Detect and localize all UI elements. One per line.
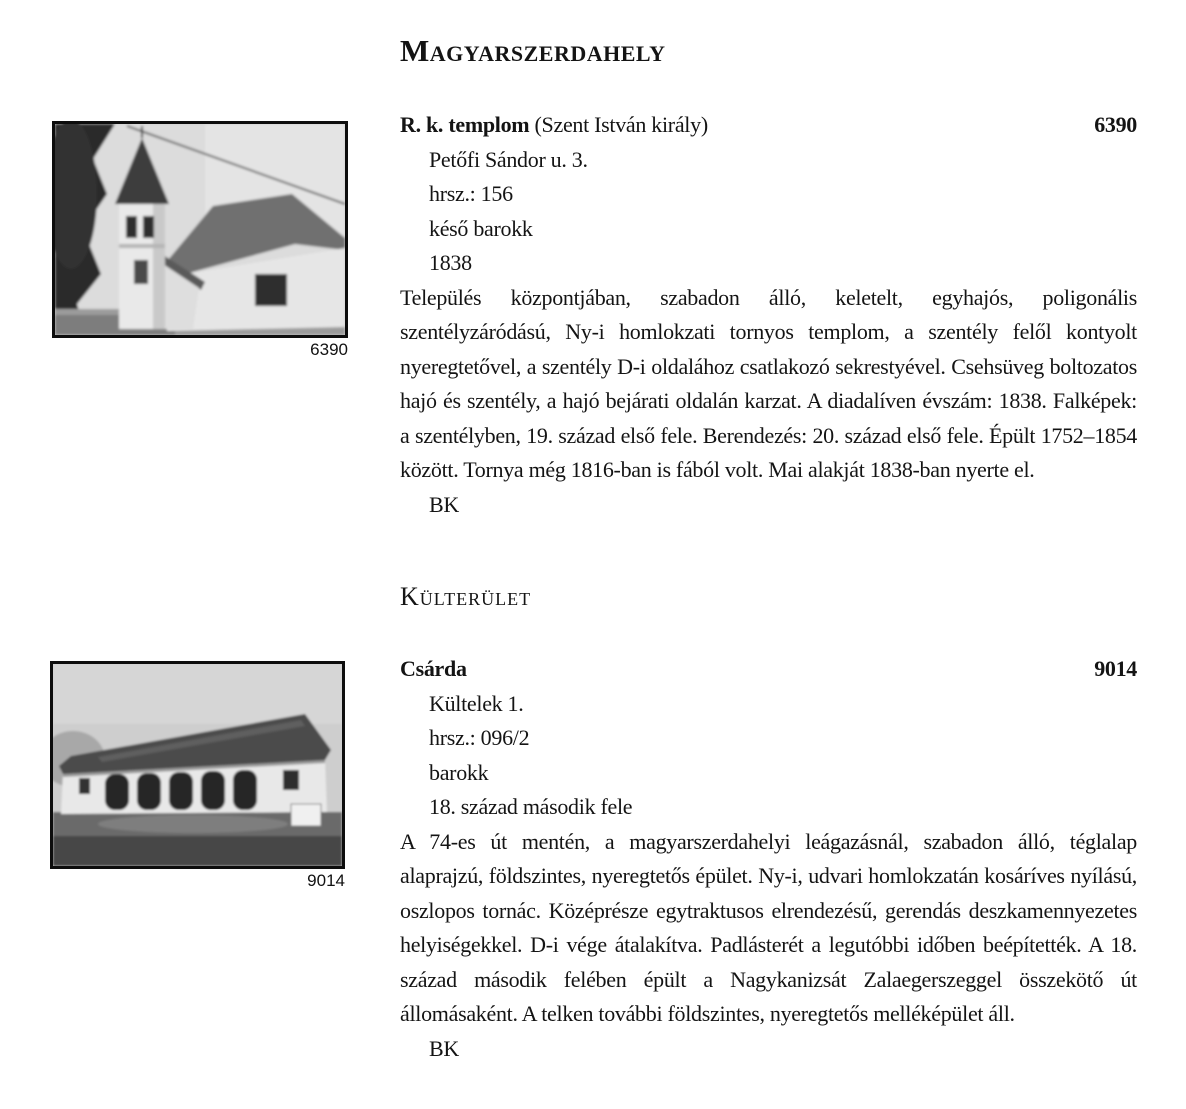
entry-description: A 74-es út mentén, a magyarszerdahelyi leágazásnál, szabadon álló, téglalap alaprajzú, földszintes, nyeregtetős épület. Ny-i, udvari homlokzatán kosáríves nyílású, oszlopos tornác. Középrésze egytraktusos elrendezésű, gerendás deszkamennyezetes helyiségekkel. D-i vége átalakítva. Padlásterét a legutóbbi időben beépítették. A 18. század második felében épült a Nagykanizsát Zalaegerszeggel összekötő út állomásaként. A telken további földszintes, nyeregtetős melléképület áll. (400, 828, 1137, 1026)
csarda-photo (50, 661, 345, 869)
sign-board (291, 804, 321, 826)
entry-date: 1838 (429, 250, 472, 275)
entry-header (400, 108, 1137, 143)
church-photo-caption: 6390 (310, 340, 348, 359)
arcade-arch (105, 774, 129, 810)
entry-details (400, 143, 1137, 281)
entry-parcel: hrsz.: 156 (429, 181, 513, 206)
entry-description: Település központjában, szabadon álló, keletelt, egyhajós, poligonális szentélyzáródású, Ny-i homlokzati tornyos templom, a szentély felől kontyolt nyeregtetővel, a szentély D-i oldalához csatlakozó sekrestyével. Csehsüveg boltozatos hajó és szentély, a hajó bejárati oldalán karzat. A diadalíven évszám: 1838. Falképek: a szentélyben, 19. század első fele. Berendezés: 20. század első fele. Épült 1752–1854 között. Tornya még 1816-ban is fából volt. Mai alakját 1838-ban nyerte el. (400, 284, 1137, 482)
entry-dedication: (Szent István király) (534, 112, 708, 137)
entry-rk-templom (400, 108, 1137, 522)
arcade-arch (137, 773, 161, 810)
entry-parcel: hrsz.: 096/2 (429, 725, 530, 750)
csarda-photo-figure (50, 661, 345, 891)
entry-address: Petőfi Sándor u. 3. (429, 146, 588, 172)
entry-name (400, 652, 467, 687)
arcade-arch (233, 770, 257, 810)
page-title: Magyarszerdahely (400, 33, 666, 68)
church-photo-figure (52, 121, 348, 360)
entry-name (400, 108, 708, 143)
arcade-arch (201, 771, 225, 810)
csarda-photo-caption: 9014 (307, 871, 345, 890)
entry-date: 18. század második fele (429, 794, 633, 819)
church-photo-illustration (55, 124, 345, 335)
entry-header (400, 652, 1137, 687)
entry-style: barokk (429, 759, 489, 785)
entry-number: 6390 (1094, 112, 1137, 137)
window (79, 778, 90, 794)
window (283, 770, 299, 790)
nave-window (255, 274, 287, 306)
entry-author: BK (429, 491, 459, 517)
arcade-arch (169, 772, 193, 810)
section-heading: Külterület (400, 582, 532, 611)
entry-name-bold: Csárda (400, 656, 467, 681)
entry-number: 9014 (1094, 656, 1137, 681)
entry-author: BK (429, 1035, 459, 1061)
entry-csarda (400, 652, 1137, 1066)
entry-name-bold: R. k. templom (400, 112, 530, 137)
entry-style: késő barokk (429, 215, 533, 241)
csarda-photo-illustration (53, 664, 342, 866)
entry-details (400, 687, 1137, 825)
entry-address: Kültelek 1. (429, 690, 524, 716)
church-photo (52, 121, 348, 338)
